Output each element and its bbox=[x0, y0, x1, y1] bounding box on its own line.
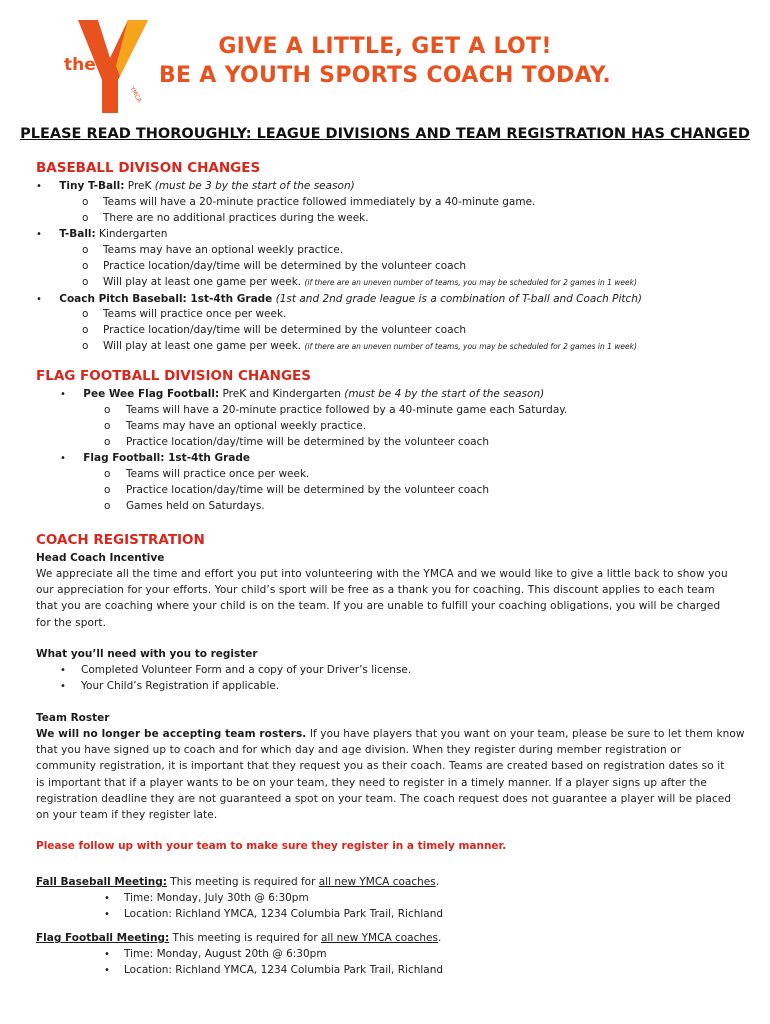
sub-item-text: Practice location/day/time will be determined by the volunteer coach bbox=[103, 260, 467, 272]
sub-item: o Teams will practice once per week. bbox=[104, 468, 310, 480]
sub-item-text: Teams may have an optional weekly practice. bbox=[126, 420, 367, 432]
need-item bbox=[60, 678, 280, 695]
paragraph-line: registration deadline they are not guaranteed a spot on your team. The coach request does not guarantee a player will be placed bbox=[36, 792, 732, 805]
bullet: • bbox=[104, 949, 110, 960]
bullet: • bbox=[60, 681, 66, 692]
tball-label: T-Ball: bbox=[59, 228, 96, 240]
sub-item-text: Will play at least one game per week. bbox=[103, 340, 305, 352]
paragraph-line: that you are coaching where your child is on the team. If you are unable to fulfill your coaching obligations, you will be charged bbox=[36, 600, 721, 613]
tiny-tball-item bbox=[36, 178, 355, 195]
paragraph-line: that you have signed up to coach and for which day and age division. When they register during member registration or bbox=[36, 744, 682, 757]
paragraph-line: community registration, it is important that they request you as their coach. Teams are created based on registration dates so it bbox=[36, 760, 725, 773]
bullet: • bbox=[104, 909, 110, 920]
baseball-heading: BASEBALL DIVISON CHANGES bbox=[36, 160, 261, 176]
paragraph-line: on your team if they register late. bbox=[36, 809, 218, 822]
roster-paragraph bbox=[36, 726, 745, 823]
bullet: • bbox=[60, 389, 66, 400]
tball-item bbox=[36, 226, 167, 243]
football-meeting-text: This meeting is required for bbox=[169, 932, 321, 944]
baseball-meeting bbox=[36, 874, 439, 890]
tiny-tball-note: (must be 3 by the start of the season) bbox=[154, 180, 355, 192]
sub-item-text: Will play at least one game per week. bbox=[103, 276, 305, 288]
need-title: What you’ll need with you to register bbox=[36, 648, 258, 660]
roster-bold: We will no longer be accepting team rosters. bbox=[36, 728, 307, 740]
sub-item-text: Games held on Saturdays. bbox=[126, 500, 265, 512]
baseball-meeting-title: Fall Baseball Meeting: bbox=[36, 876, 167, 888]
sub-item: o Will play at least one game per week. (if there are an uneven number of teams, you may be scheduled for 2 games in 1 week) bbox=[82, 340, 637, 352]
need-item-text: Completed Volunteer Form and a copy of your Driver’s license. bbox=[81, 664, 412, 676]
tball-grade: Kindergarten bbox=[95, 228, 168, 240]
sub-item: o Teams will practice once per week. bbox=[82, 308, 287, 320]
sub-item: o Teams will have a 20-minute practice followed by a 40-minute game each Saturday. bbox=[104, 404, 568, 416]
paragraph-line: is important that if a player wants to be on your team, they need to register in a timely manner. If a player signs up after the bbox=[36, 776, 707, 789]
meeting-item bbox=[104, 890, 309, 907]
sub-item-text: Teams will practice once per week. bbox=[126, 468, 310, 480]
tiny-tball-grade: PreK bbox=[124, 180, 155, 192]
tiny-tball-label: Tiny T-Ball: bbox=[59, 180, 125, 192]
bullet: • bbox=[104, 965, 110, 976]
football-meeting-title: Flag Football Meeting: bbox=[36, 932, 170, 944]
peewee-note: (must be 4 by the start of the season) bbox=[344, 388, 545, 400]
page-title: PLEASE READ THOROUGHLY: LEAGUE DIVISIONS AND TEAM REGISTRATION HAS CHANGED bbox=[20, 126, 750, 142]
football-meeting-end: . bbox=[437, 932, 442, 944]
sub-item-text: Teams may have an optional weekly practice. bbox=[103, 244, 344, 256]
bullet: • bbox=[104, 893, 110, 904]
flag-football-heading: FLAG FOOTBALL DIVISION CHANGES bbox=[36, 368, 311, 384]
follow-up-notice: Please follow up with your team to make sure they register in a timely manner. bbox=[36, 840, 507, 852]
coach-registration-heading: COACH REGISTRATION bbox=[36, 532, 205, 548]
need-item-text: Your Child’s Registration if applicable. bbox=[81, 680, 280, 692]
headline-line-1: GIVE A LITTLE, GET A LOT! bbox=[218, 34, 552, 59]
sub-item-text: Teams will have a 20-minute practice followed by a 40-minute game each Saturday. bbox=[126, 404, 568, 416]
baseball-meeting-end: . bbox=[435, 876, 440, 888]
sub-item: o Practice location/day/time will be determined by the volunteer coach bbox=[104, 484, 490, 496]
paragraph-line: for the sport. bbox=[36, 616, 107, 629]
incentive-paragraph bbox=[36, 566, 728, 631]
meeting-item-text: Location: Richland YMCA, 1234 Columbia Park Trail, Richland bbox=[124, 964, 444, 976]
meeting-item-text: Location: Richland YMCA, 1234 Columbia Park Trail, Richland bbox=[124, 908, 444, 920]
sub-item: o Practice location/day/time will be determined by the volunteer coach bbox=[82, 260, 467, 272]
roster-title: Team Roster bbox=[36, 712, 110, 724]
sub-item: o Practice location/day/time will be determined by the volunteer coach bbox=[104, 436, 490, 448]
meeting-item bbox=[104, 962, 444, 979]
bullet: • bbox=[60, 453, 66, 464]
headline-line-2: BE A YOUTH SPORTS COACH TODAY. bbox=[158, 63, 612, 88]
meeting-item-text: Time: Monday, August 20th @ 6:30pm bbox=[124, 948, 327, 960]
peewee-grade: PreK and Kindergarten bbox=[219, 388, 345, 400]
bullet: • bbox=[36, 294, 42, 305]
sub-item-text: Teams will practice once per week. bbox=[103, 308, 287, 320]
sub-item-text: Teams will have a 20-minute practice followed immediately by a 40-minute game. bbox=[103, 196, 536, 208]
sub-item: o Teams may have an optional weekly practice. bbox=[82, 244, 344, 256]
bullet: • bbox=[36, 181, 42, 192]
flag-football-label: Flag Football: 1st-4th Grade bbox=[83, 452, 251, 464]
sub-item: o Practice location/day/time will be determined by the volunteer coach bbox=[82, 324, 467, 336]
bullet: • bbox=[36, 229, 42, 240]
bullet: • bbox=[60, 665, 66, 676]
peewee-item bbox=[60, 386, 544, 403]
paragraph-line: We appreciate all the time and effort you put into volunteering with the YMCA and we would like to give a little back to show you bbox=[36, 568, 728, 580]
sub-item: o Will play at least one game per week. (if there are an uneven number of teams, you may be scheduled for 2 games in 1 week) bbox=[82, 276, 637, 288]
meeting-item bbox=[104, 946, 327, 963]
meeting-item bbox=[104, 906, 444, 923]
sub-item-text: Practice location/day/time will be determined by the volunteer coach bbox=[126, 436, 490, 448]
sub-item: o Games held on Saturdays. bbox=[104, 500, 265, 512]
need-item bbox=[60, 662, 412, 679]
small-note: (if there are an uneven number of teams, you may be scheduled for 2 games in 1 week) bbox=[304, 342, 637, 351]
logo-ymca: YMCA bbox=[128, 85, 143, 104]
small-note: (if there are an uneven number of teams, you may be scheduled for 2 games in 1 week) bbox=[304, 278, 637, 287]
baseball-meeting-text: This meeting is required for bbox=[166, 876, 319, 888]
paragraph-line: If you have players that you want on your team, please be sure to let them know bbox=[306, 728, 745, 740]
sub-item: o Teams will have a 20-minute practice followed immediately by a 40-minute game. bbox=[82, 196, 536, 208]
coach-pitch-note: (1st and 2nd grade league is a combination of T-ball and Coach Pitch) bbox=[272, 293, 643, 305]
logo-the: the bbox=[64, 55, 96, 75]
football-meeting bbox=[36, 930, 441, 946]
sub-item-text: There are no additional practices during the week. bbox=[103, 212, 369, 224]
peewee-label: Pee Wee Flag Football: bbox=[83, 388, 220, 400]
sub-item-text: Practice location/day/time will be determined by the volunteer coach bbox=[103, 324, 467, 336]
sub-item-text: Practice location/day/time will be determined by the volunteer coach bbox=[126, 484, 490, 496]
sub-item: o There are no additional practices during the week. bbox=[82, 212, 369, 224]
meeting-item-text: Time: Monday, July 30th @ 6:30pm bbox=[124, 892, 309, 904]
incentive-title: Head Coach Incentive bbox=[36, 552, 165, 564]
paragraph-line: our appreciation for your efforts. Your child’s sport will be free as a thank you for coaching. This discount applies to each team bbox=[36, 584, 715, 597]
flag-football-item bbox=[60, 450, 250, 467]
sub-item: o Teams may have an optional weekly practice. bbox=[104, 420, 367, 432]
baseball-meeting-link: all new YMCA coaches bbox=[318, 876, 436, 888]
coach-pitch-label: Coach Pitch Baseball: 1st-4th Grade bbox=[59, 293, 273, 305]
football-meeting-link: all new YMCA coaches bbox=[321, 932, 438, 944]
